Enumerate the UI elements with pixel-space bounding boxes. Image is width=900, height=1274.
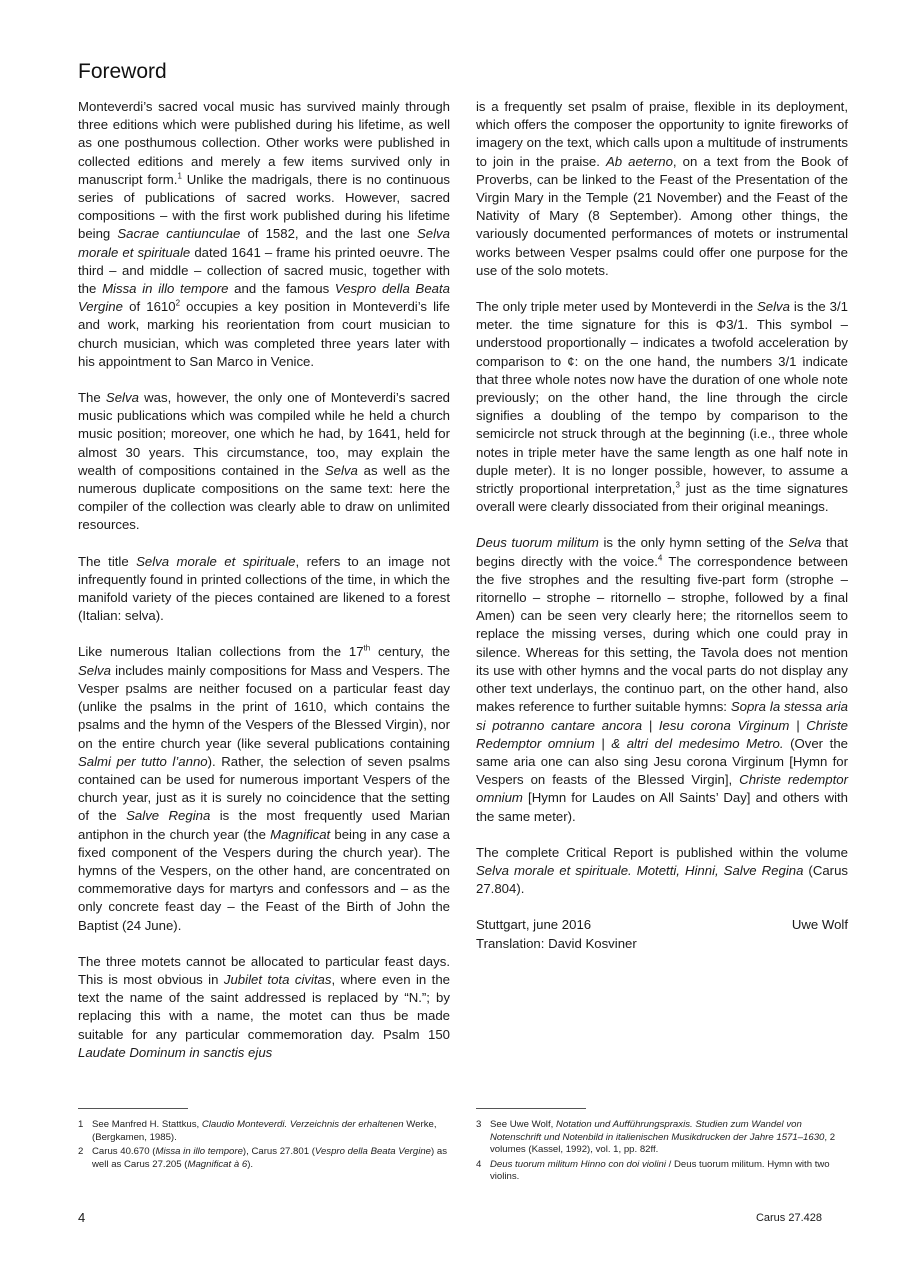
text-run: Carus 40.670 ( [92, 1146, 156, 1157]
text-run: See Manfred H. Stattkus, [92, 1119, 202, 1130]
text-run: is the most frequently used Marian antiphon in the church year (the [78, 808, 450, 842]
italic-text: Vespro della Beata Vergine [78, 281, 450, 315]
text-run: , where even in the text the name of the saint addressed is replaced by “N.”; by replacing this with a name, the motet can thus be made suitable for any particular commemoration day. Psalm 150 [78, 971, 450, 1042]
text-run: as well as the numerous duplicate compositions on the same text: here the compiler of the collection was clearly able to draw on unlimited resources. [78, 462, 451, 533]
footnote-ref: 4 [657, 553, 663, 563]
footnote-number: 3 [476, 1119, 482, 1130]
text-run: , 2 volumes (Kassel, 1992), vol. 1, pp. 82ff. [490, 1131, 836, 1155]
text-run: Like numerous Italian collections from the 17 [78, 644, 364, 660]
text-run: of 1610 [122, 299, 176, 315]
text-run: that begins directly with the voice. [476, 535, 848, 569]
italic-text: Deus tuorum militum [476, 535, 599, 551]
text-run: (Over the same aria one can also sing Jesu corona Virginum [Hymn for Vespers on feasts of the Blessed Virgin], [476, 735, 848, 788]
footnote-number: 4 [476, 1158, 482, 1170]
footnote [78, 1146, 450, 1171]
italic-text: Magnificat [270, 826, 331, 842]
text-run: being in any case a fixed component of the Vespers during the church year). The hymns of the Vespers, on the other hand, are concentrated on commemorative days for martyrs and confessors and – as the only concrete feast day – the Feast of the Birth of John the Baptist (24 June). [78, 826, 450, 933]
italic-text: Claudio Monteverdi. Verzeichnis der erhaltenen [201, 1119, 404, 1130]
footnote-ref: 3 [675, 480, 680, 490]
text-run: century, the [370, 644, 450, 660]
footnote-list-right [476, 1119, 848, 1184]
footnote-ref: th [363, 644, 371, 654]
paragraph [476, 298, 848, 516]
paragraph [78, 953, 450, 1062]
text-run: is the only hymn setting of the [598, 535, 789, 551]
text-run: Unlike the madrigals, there is no continuous series of publications of sacred works. However, sacred compositions – with the first work published during his lifetime being [78, 171, 450, 242]
footnotes-left [78, 1108, 450, 1173]
italic-text: Selva [105, 390, 139, 406]
italic-text: Selva [757, 299, 790, 315]
text-run: ), Carus 27.801 ( [242, 1146, 315, 1157]
italic-text: Sacrae cantiunculae [117, 226, 241, 242]
text-run: is the 3/1 meter. the time signature for this is Φ3/1. This symbol – understood proportionally – indicates a twofold acceleration by comparison to ¢: on the one hand, the numbers 3/1 indicate that three whole notes now have the duration of one whole note previously; on the other hand, the line through the circle signifies a doubling of the tempo by comparison to the semicircle not struck through at the beginning (i.e., three whole notes in triple meter have the same length as one half note in duple meter). It is no longer possible, however, to assume a strictly proportional interpretation, [476, 299, 848, 497]
text-run: See Uwe Wolf, [490, 1119, 556, 1130]
translation-credit: Translation: David Kosviner [476, 935, 637, 951]
signature-block [476, 916, 848, 952]
text-run: The title [78, 553, 137, 569]
paragraph [476, 98, 848, 280]
paragraph [78, 553, 450, 626]
text-run: / Deus tuorum militum. Hymn with two violins. [490, 1158, 830, 1182]
footnote-number: 1 [78, 1119, 84, 1130]
italic-text: Laudate Dominum in sanctis ejus [78, 1044, 273, 1060]
text-run: includes mainly compositions for Mass and Vespers. The Vesper psalms are neither focused on a particular feast day (unlike the psalms in the print of 1610, which contains the psalms and the hymn of the Vespers of the Blessed Virgin), nor on the entire church year (like several publications containing [78, 662, 450, 751]
italic-text: Salmi per tutto l’anno [78, 753, 208, 769]
left-text-column [78, 98, 450, 1080]
footnote [476, 1159, 848, 1184]
text-run: ). [247, 1158, 254, 1170]
italic-text: Selva morale et spirituale [78, 226, 450, 260]
italic-text: Ab aeterno [605, 153, 673, 169]
text-run: of 1582, and the last one [240, 226, 417, 242]
footnote-ref: 1 [177, 171, 182, 181]
text-run: [Hymn for Laudes on All Saints’ Day] and others with the same meter). [476, 790, 848, 824]
text-run: , on a text from the Book of Proverbs, can be linked to the Feast of the Presentation of the Virgin Mary in the Temple (21 November) and the Feast of the Nativity of Mary (8 September). Among other things, the variously documented performances of motets or instrumental works between Vesper psalms could offer one purpose for the use of the solo motets. [476, 153, 848, 278]
footnote-number: 2 [78, 1146, 84, 1157]
signature-row [476, 916, 848, 934]
signature-author: Uwe Wolf [791, 917, 848, 933]
text-run: ) as well as Carus 27.205 ( [92, 1146, 448, 1170]
footnote [476, 1119, 848, 1157]
catalog-number: Carus 27.428 [755, 1212, 822, 1224]
text-run: The only triple meter used by Monteverdi in the [476, 299, 757, 315]
paragraph [78, 389, 450, 535]
text-run: Werke, (Bergkamen, 1985). [92, 1119, 437, 1143]
text-run: was, however, the only one of Monteverdi’s sacred music publications which was compiled while he held a church music position; moreover, one which he had, by 1641, held for almost 30 years. This circumstance, too, may explain the wealth of compositions contained in the [78, 390, 450, 478]
footnote-rule [78, 1108, 188, 1109]
paragraph [78, 98, 450, 371]
italic-text: Selva [78, 662, 111, 678]
text-run: Monteverdi’s sacred vocal music has survived mainly through three editions which were published during his lifetime, as well as one posthumous collection. Other works were published in collected editions and merely a few items survived only in manuscript form. [78, 99, 450, 187]
paragraph [78, 643, 450, 934]
italic-text: Jubilet tota civitas [223, 971, 332, 987]
text-run: (Carus 27.804). [476, 862, 849, 897]
italic-text: Notation und Aufführungspraxis. Studien zum Wandel von Notenschrift und Notenbild in italienischen Musikdrucken der Jahre 1571–1630 [490, 1119, 825, 1143]
text-run: ). Rather, the selection of seven psalms contained can be used for numerous important Vespers of the church year, just as it is surely no coincidence that the setting of the [78, 753, 450, 824]
paragraph [476, 534, 848, 825]
italic-text: Deus tuorum militum Hinno con doi violini [490, 1158, 666, 1170]
paragraph [476, 844, 848, 899]
right-text-column [476, 98, 848, 953]
footnote-ref: 2 [175, 298, 181, 308]
italic-text: Christe redemptor omnium [476, 772, 848, 806]
italic-text: Selva morale et spirituale [136, 553, 296, 569]
italic-text: Sopra la stessa aria si potranno cantare ancora | Iesu corona Virginum | Christe Redemptor omnium | & altri del medesimo Metro. [476, 699, 848, 751]
footnotes-right [476, 1108, 848, 1186]
page-number: 4 [78, 1210, 86, 1225]
footnote-rule [476, 1108, 586, 1109]
italic-text: Missa in illo tempore [102, 281, 229, 297]
footnote-text [92, 1146, 450, 1171]
right-paragraphs [476, 98, 848, 898]
text-run: The complete Critical Report is published within the volume [476, 844, 848, 860]
text-run: just as the time signatures overall were clearly dissociated from their original meanings. [476, 481, 848, 515]
signature-place-date: Stuttgart, june 2016 [476, 917, 592, 933]
italic-text: Selva [324, 462, 358, 478]
italic-text: Selva morale et spirituale. Motetti, Hinni, Salve Regina [476, 862, 804, 878]
italic-text: Salve Regina [126, 808, 211, 824]
text-run: occupies a key position in Monteverdi’s life and work, marking his reorientation from court musician to church musician, which was completed three years later with his appointment to San Marco in Venice. [78, 299, 450, 369]
footnote-text [92, 1119, 450, 1144]
text-run: is a frequently set psalm of praise, flexible in its deployment, which offers the composer the opportunity to ignite fireworks of imagery on the text, which calls upon a multitude of instruments to join in the praise. [476, 99, 848, 169]
footnote-list-left [78, 1119, 450, 1171]
text-run: , refers to an image not infrequently found in printed collections of the time, in which the manifold variety of the pieces contained are likened to a forest (Italian: selva). [78, 553, 450, 624]
italic-text: Missa in illo tempore [155, 1146, 243, 1157]
text-run: The [78, 390, 106, 406]
footnote [78, 1119, 450, 1144]
text-run: dated 1641 – frame his printed oeuvre. The third – and middle – collection of sacred music, together with the [78, 244, 450, 297]
text-run: The correspondence between the five strophes and the resulting five-part form (strophe – ritornello – strophe – ritornello – strophe, followed by a final Amen) can be seen very clearly here; the ritornellos seem to replace the missing verses, during which one could pray in silence. Whereas for this setting, the Tavola does not mention its use with other hymns and the vocal parts do not display any other text underlays, the continuo part, on the other hand, also makes reference to further suitable hymns: [476, 553, 848, 715]
italic-text: Selva [788, 535, 822, 551]
italic-text: Magnificat à 6 [187, 1158, 248, 1170]
italic-text: Vespro della Beata Vergine [314, 1146, 432, 1157]
text-run: and the famous [228, 281, 335, 297]
footnote-text [490, 1159, 848, 1184]
page-title: Foreword [78, 60, 167, 83]
text-run: The three motets cannot be allocated to particular feast days. This is most obvious in [78, 953, 450, 987]
footnote-text [490, 1119, 848, 1157]
